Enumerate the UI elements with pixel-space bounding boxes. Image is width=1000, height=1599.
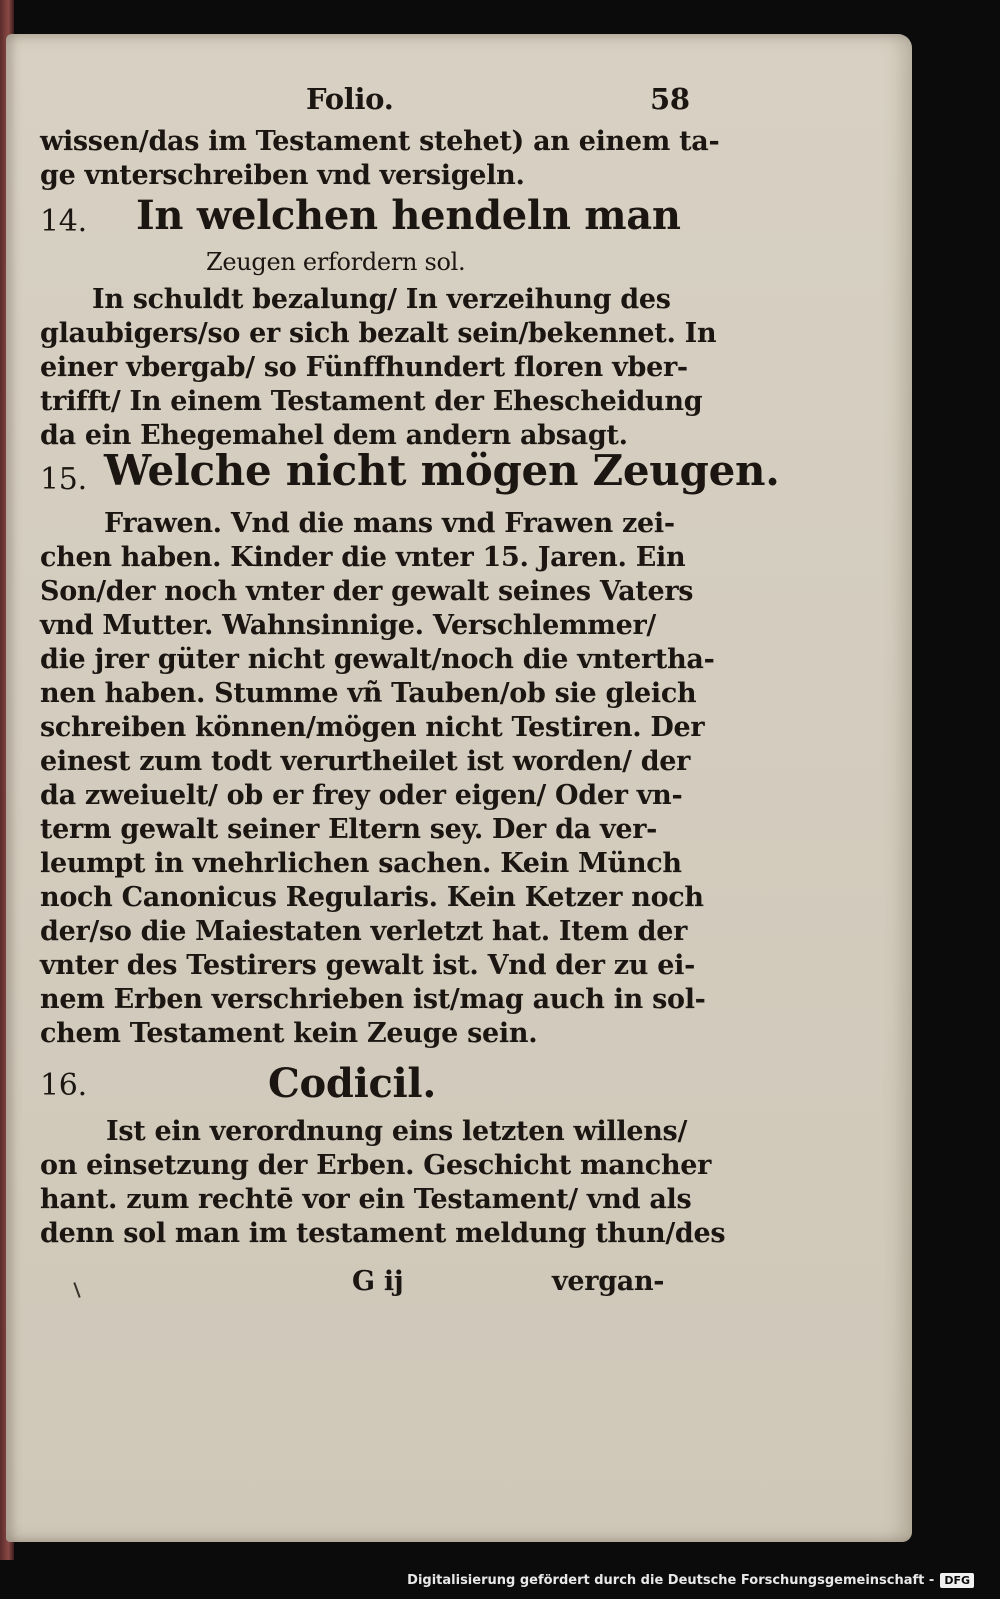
- text-line: vnd Mutter. Wahnsinnige. Verschlemmer/: [40, 610, 656, 641]
- text-line: trifft/ In einem Testament der Ehescheidung: [40, 386, 703, 417]
- text-line: glaubigers/so er sich bezalt sein/bekennet. In: [40, 318, 717, 349]
- signature-mark: G ij: [352, 1266, 404, 1297]
- text-line: da ein Ehegemahel dem andern absagt.: [40, 420, 628, 451]
- text-line: der/so die Maiestaten verletzt hat. Item der: [40, 916, 688, 947]
- text-line: Frawen. Vnd die mans vnd Frawen zei-: [104, 508, 675, 539]
- text-line: wissen/das im Testament stehet) an einem ta-: [40, 126, 720, 157]
- text-line: term gewalt seiner Eltern sey. Der da ver-: [40, 814, 658, 845]
- text-line: In schuldt bezalung/ In verzeihung des: [92, 284, 671, 315]
- text-line: chen haben. Kinder die vnter 15. Jaren. Ein: [40, 542, 686, 573]
- dfg-logo: DFG: [940, 1573, 974, 1588]
- text-line: on einsetzung der Erben. Geschicht mancher: [40, 1150, 712, 1181]
- text-line: einer vbergab/ so Fünffhundert floren vber-: [40, 352, 688, 383]
- text-line: nen haben. Stumme vñ Tauben/ob sie gleich: [40, 678, 697, 709]
- text-line: ge vnterschreiben vnd versigeln.: [40, 160, 525, 191]
- paper-mark: [73, 1282, 80, 1298]
- page-text-area: [6, 34, 912, 1542]
- text-line: denn sol man im testament meldung thun/des: [40, 1218, 726, 1249]
- section-14-subtitle: Zeugen erfordern sol.: [206, 248, 466, 276]
- section-16-title: Codicil.: [268, 1060, 436, 1107]
- section-16-number: 16.: [40, 1068, 87, 1103]
- text-line: noch Canonicus Regularis. Kein Ketzer noch: [40, 882, 704, 913]
- credit-text: Digitalisierung gefördert durch die Deutsche Forschungsgemeinschaft -: [407, 1572, 935, 1588]
- text-line: Ist ein verordnung eins letzten willens/: [106, 1116, 688, 1147]
- digitization-credit: [407, 1567, 974, 1593]
- text-line: Son/der noch vnter der gewalt seines Vaters: [40, 576, 694, 607]
- text-line: leumpt in vnehrlichen sachen. Kein Münch: [40, 848, 682, 879]
- text-line: nem Erben verschrieben ist/mag auch in sol-: [40, 984, 706, 1015]
- page-number: 58: [650, 82, 690, 116]
- book-page: [6, 34, 912, 1542]
- section-15-number: 15.: [40, 462, 87, 497]
- text-line: hant. zum rechtē vor ein Testament/ vnd als: [40, 1184, 692, 1215]
- text-line: einest zum todt verurtheilet ist worden/ der: [40, 746, 691, 777]
- section-14-title: In welchen hendeln man: [136, 192, 681, 239]
- section-14-number: 14.: [40, 204, 87, 239]
- section-15-title: Welche nicht mögen Zeugen.: [104, 446, 780, 495]
- text-line: vnter des Testirers gewalt ist. Vnd der zu ei-: [40, 950, 695, 981]
- text-line: chem Testament kein Zeuge sein.: [40, 1018, 538, 1049]
- text-line: da zweiuelt/ ob er frey oder eigen/ Oder vn-: [40, 780, 683, 811]
- folio-label: Folio.: [306, 82, 394, 116]
- text-line: die jrer güter nicht gewalt/noch die vntertha-: [40, 644, 715, 675]
- text-line: schreiben können/mögen nicht Testiren. Der: [40, 712, 705, 743]
- catchword: vergan-: [552, 1266, 665, 1297]
